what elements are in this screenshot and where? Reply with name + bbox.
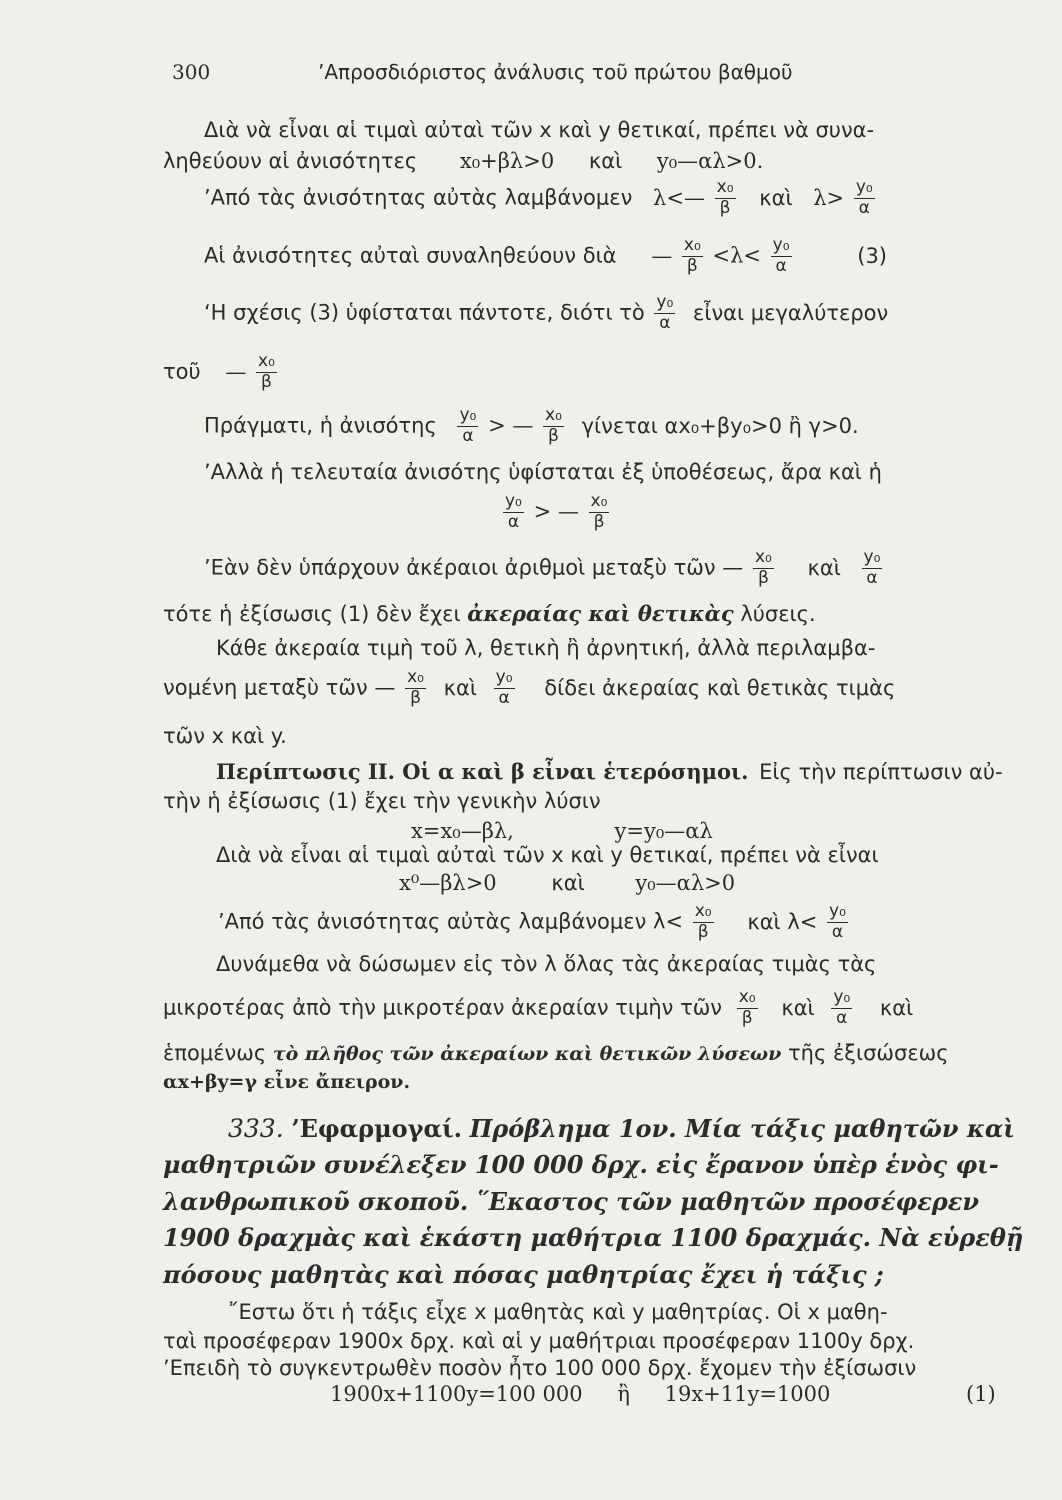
problem-text: πόσους μαθητὰς καὶ πόσας μαθητρίας ἔχει ἡ τάξις ; — [163, 1260, 884, 1289]
running-title: ’Απροσδιόριστος ἀνάλυσις τοῦ πρώτου βαθμοῦ — [318, 60, 793, 84]
text-line: νομένη μεταξὺ τῶν — $\frac{\text{x₀}}{\beta}$ καὶ $\frac{\text{y₀}}{\alpha}$ δίδει ἀκεραίας καὶ θετικὰς τιμὰς — [163, 667, 896, 708]
fraction: $\frac{\text{x₀}}{\beta}$ — [683, 235, 701, 276]
text-line: ’Επειδὴ τὸ συγκεντρωθὲν ποσὸν ἦτο 100 000 δρχ. ἔχομεν τὴν ἐξίσωσιν — [163, 1356, 917, 1380]
text-line: ‘Η σχέσις (3) ὑφίσταται πάντοτε, διότι τὸ $\frac{\text{y₀}}{\alpha}$ εἶναι μεγαλύτερον — [204, 292, 889, 333]
page-number: 300 — [172, 60, 211, 84]
text-line: αx+βy=γ εἶνε ἄπειρον. — [163, 1071, 411, 1093]
fraction: $\frac{\text{y₀}}{\alpha}$ — [495, 667, 513, 708]
fraction: $\frac{\text{x₀}}{\beta}$ — [590, 491, 608, 532]
fraction: $\frac{\text{y₀}}{\alpha}$ — [505, 491, 522, 532]
text-line: Διὰ νὰ εἶναι αἱ τιμαὶ αὐταὶ τῶν x καὶ y θετικαί, πρέπει νὰ εἶναι — [216, 843, 879, 867]
text-line: ληθεύουν αἱ ἀνισότητες x₀+βλ>0 καὶ y₀—αλ>0. — [163, 149, 764, 173]
text-line: ’Από τὰς ἀνισότητας αὐτὰς λαμβάνομεν λ< $\frac{\text{x₀}}{\beta}$ καὶ λ< $\frac{\text{y₀}}{\alpha}$ — [218, 901, 846, 942]
text-line: τὴν ἡ ἐξίσωσις (1) ἔχει τὴν γενικὴν λύσιν — [163, 789, 601, 813]
fraction: $\frac{\text{y₀}}{\alpha}$ — [863, 547, 881, 588]
text-line: Δυνάμεθα νὰ δώσωμεν εἰς τὸν λ ὅλας τὰς ἀκεραίας τιμὰς τὰς — [216, 952, 877, 976]
text-line: Αἱ ἀνισότητες αὐταὶ συναληθεύουν διὰ — $\frac{\text{x₀}}{\beta}$ <λ< $\frac{\text{y₀}}{\alpha}$ (3) — [204, 235, 887, 276]
fraction: $\frac{\text{x₀}}{\beta}$ — [258, 351, 275, 392]
fraction: $\frac{\text{x₀}}{\beta}$ — [694, 901, 712, 942]
text-line: Διὰ νὰ εἶναι αἱ τιμαὶ αὐταὶ τῶν x καὶ y θετικαί, πρέπει νὰ συνα- — [204, 118, 875, 142]
text-line: Κάθε ἀκεραία τιμὴ τοῦ λ, θετικὴ ἢ ἀρνητική, ἀλλὰ περιλαμβα- — [216, 636, 876, 660]
problem-text: 1900 δραχμὰς καὶ ἑκάστη μαθήτρια 1100 δραχμάς. Νὰ εὑρεθῇ — [163, 1223, 1024, 1252]
fraction: $\frac{\text{x₀}}{\beta}$ — [738, 987, 756, 1028]
equation-1: 1900x+1100y=100 000 ἢ 19x+11y=1000 — [330, 1382, 831, 1406]
text-line: Περίπτωσις II. Οἱ α καὶ β εἶναι ἑτερόσημοι. Εἰς τὴν περίπτωσιν αὐ- — [216, 759, 1003, 784]
text-line: ταὶ προσέφεραν 1900x δρχ. καὶ αἱ y μαθήτριαι προσέφεραν 1100y δρχ. — [163, 1329, 915, 1353]
text-line: x⁰—βλ>0 καὶ y₀—αλ>0 — [399, 871, 736, 895]
fraction: $\frac{\text{x₀}}{\beta}$ — [716, 177, 734, 218]
fraction: $\frac{\text{y₀}}{\alpha}$ — [855, 177, 873, 218]
fraction: $\frac{\text{y₀}}{\alpha}$ — [459, 405, 477, 446]
text-line: ῎Εστω ὅτι ἡ τάξις εἶχε x μαθητὰς καὶ y μαθητρίας. Οἱ x μαθη- — [228, 1300, 888, 1324]
problem-text: λανθρωπικοῦ σκοποῦ. ῞Εκαστος τῶν μαθητῶν προσέφερεν — [163, 1187, 979, 1216]
text-line: ’Αλλὰ ἡ τελευταία ἀνισότης ὑφίσταται ἐξ ὑποθέσεως, ἄρα καὶ ἡ — [204, 460, 882, 484]
text-line: τῶν x καὶ y. — [163, 724, 287, 748]
fraction: $\frac{\text{y₀}}{\alpha}$ — [656, 292, 674, 333]
fraction: $\frac{\text{y₀}}{\alpha}$ — [829, 901, 846, 942]
text-line: τότε ἡ ἐξίσωσις (1) δὲν ἔχει ἀκεραίας καὶ θετικὰς λύσεις. — [163, 601, 816, 626]
text-line: μικροτέρας ἀπὸ τὴν μικροτέραν ἀκεραίαν τιμὴν τῶν $\frac{\text{x₀}}{\beta}$ καὶ $\frac{\text{y₀}}{\alpha}$ καὶ — [163, 987, 914, 1028]
text-line: ’Από τὰς ἀνισότητας αὐτὰς λαμβάνομεν λ<— $\frac{\text{x₀}}{\beta}$ καὶ λ> $\frac{\text{y₀}}{\alpha}$ — [204, 177, 873, 218]
fraction: $\frac{\text{x₀}}{\beta}$ — [754, 547, 772, 588]
text-line: $\frac{\text{y₀}}{\alpha}$ > — $\frac{\text{x₀}}{\beta}$ — [505, 491, 608, 532]
text-line: Πράγματι, ἡ ἀνισότης $\frac{\text{y₀}}{\alpha}$ > — $\frac{\text{x₀}}{\beta}$ γίνεται αx₀+βy₀>0 ἢ γ>0. — [204, 405, 859, 446]
text-line: ’Εὰν δὲν ὑπάρχουν ἀκέραιοι ἀριθμοὶ μεταξὺ τῶν — $\frac{\text{x₀}}{\beta}$ καὶ $\frac{\text{y₀}}{\alpha}$ — [204, 547, 881, 588]
fraction: $\frac{\text{x₀}}{\beta}$ — [407, 667, 424, 708]
text-line: x=x₀—βλ, y=y₀—αλ — [411, 819, 713, 843]
fraction: $\frac{\text{y₀}}{\alpha}$ — [772, 235, 790, 276]
equation-number: (1) — [966, 1382, 996, 1406]
fraction: $\frac{\text{y₀}}{\alpha}$ — [833, 987, 851, 1028]
fraction: $\frac{\text{x₀}}{\beta}$ — [545, 405, 562, 446]
text-line: τοῦ — $\frac{\text{x₀}}{\beta}$ — [163, 351, 275, 392]
text-line: ἑπομένως τὸ πλῆθος τῶν ἀκεραίων καὶ θετικῶν λύσεων τῆς ἐξισώσεως — [163, 1041, 949, 1065]
section-heading: 333. ’Εφαρμογαί. Πρόβλημα 1ον. Μία τάξις μαθητῶν καὶ — [228, 1114, 1015, 1143]
problem-text: μαθητριῶν συνέλεξεν 100 000 δρχ. εἰς ἔρανον ὑπὲρ ἑνὸς φι- — [163, 1150, 999, 1179]
